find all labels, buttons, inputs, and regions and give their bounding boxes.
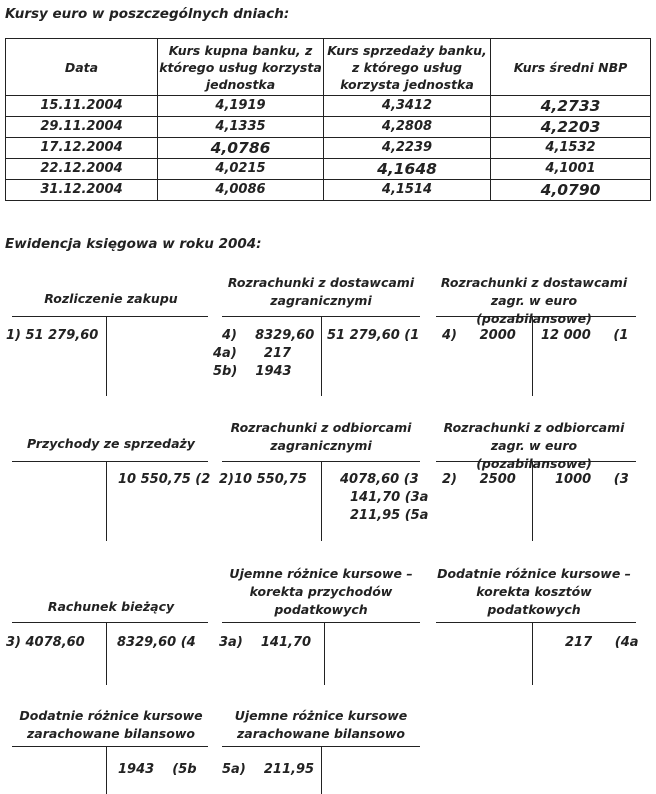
t-account-divider: [106, 746, 107, 794]
t-account-divider: [321, 316, 322, 396]
credit-entry: 12 000 (1: [541, 328, 629, 343]
debit-entry: 4) 2000: [442, 328, 516, 343]
cell-nbp: 4,0790: [491, 180, 651, 201]
cell-date: 17.12.2004: [6, 138, 158, 159]
credit-entry: 1000 (3: [555, 472, 629, 487]
t-account-divider: [321, 461, 322, 541]
debit-entry: 3) 4078,60: [6, 635, 85, 650]
t-account-line: [12, 622, 208, 623]
cell-buy: 4,0086: [158, 180, 324, 201]
t-account-divider: [324, 622, 325, 685]
account-title-rachunek-biezacy: Rachunek bieżący: [47, 599, 175, 614]
t-account-divider: [532, 622, 533, 685]
table-row: [6, 138, 651, 159]
credit-entry: 211,95 (5a: [350, 508, 429, 523]
account-title-odbiorcy-euro: Rozrachunki z odbiorcami zagr. w euro (pozabilansowe): [443, 420, 625, 471]
cell-nbp: 4,2203: [491, 117, 651, 138]
debit-entry: 4a) 217: [213, 346, 292, 361]
t-account-line: [436, 316, 636, 317]
debit-entry: 1) 51 279,60: [6, 328, 99, 343]
account-title-rozrachunki-dostawcy: Rozrachunki z dostawcami zagranicznymi: [227, 275, 415, 308]
col-header-date: Data: [6, 39, 158, 96]
t-account-line: [12, 316, 208, 317]
cell-nbp: 4,2733: [491, 96, 651, 117]
t-account-line: [222, 622, 420, 623]
cell-date: 29.11.2004: [6, 117, 158, 138]
t-account-divider: [321, 746, 322, 794]
debit-entry: 5b) 1943: [213, 364, 292, 379]
cell-buy: 4,1919: [158, 96, 324, 117]
t-account-divider: [532, 316, 533, 396]
rates-table: [5, 38, 651, 201]
t-account-divider: [532, 461, 533, 541]
cell-sell: 4,1648: [324, 159, 491, 180]
cell-sell: 4,3412: [324, 96, 491, 117]
cell-date: 22.12.2004: [6, 159, 158, 180]
cell-nbp: 4,1001: [491, 159, 651, 180]
account-title-dodatnie-bilansowo: Dodatnie różnice kursowe zarachowane bilansowo: [19, 708, 203, 741]
account-title-przychody: Przychody ze sprzedaży: [27, 436, 195, 451]
col-header-buy-rate: Kurs kupna banku, z którego usług korzysta jednostka: [158, 39, 324, 96]
t-account-line: [436, 622, 636, 623]
cell-date: 15.11.2004: [6, 96, 158, 117]
credit-entry: 1943 (5b: [118, 762, 197, 777]
ledger-heading: Ewidencja księgowa w roku 2004:: [5, 236, 262, 252]
credit-entry: 10 550,75 (2: [118, 472, 211, 487]
account-title-ujemne-bilansowo: Ujemne różnice kursowe zarachowane bilansowo: [234, 708, 408, 741]
col-header-sell-rate: Kurs sprzedaży banku, z którego usług korzysta jednostka: [324, 39, 491, 96]
col-header-nbp-rate: Kurs średni NBP: [491, 39, 651, 96]
rates-heading: Kursy euro w poszczególnych dniach:: [5, 6, 290, 22]
table-header-row: [6, 39, 651, 96]
cell-nbp: 4,1532: [491, 138, 651, 159]
credit-entry: 51 279,60 (1: [327, 328, 420, 343]
cell-sell: 4,2239: [324, 138, 491, 159]
debit-entry: 3a) 141,70: [219, 635, 312, 650]
cell-buy: 4,1335: [158, 117, 324, 138]
t-account-line: [436, 461, 636, 462]
credit-entry: 141,70 (3a: [350, 490, 429, 505]
account-title-ujemne-korekta-przychodow: Ujemne różnice kursowe – korekta przychodów podatkowych: [229, 566, 413, 617]
cell-date: 31.12.2004: [6, 180, 158, 201]
debit-entry: 2) 2500: [442, 472, 516, 487]
credit-entry: 8329,60 (4: [117, 635, 196, 650]
debit-entry: 5a) 211,95: [222, 762, 315, 777]
t-account-divider: [106, 461, 107, 541]
t-account-line: [12, 461, 208, 462]
cell-buy: 4,0215: [158, 159, 324, 180]
t-account-divider: [106, 316, 107, 396]
table-row: [6, 96, 651, 117]
cell-buy: 4,0786: [158, 138, 324, 159]
cell-sell: 4,1514: [324, 180, 491, 201]
debit-entry: 2)10 550,75: [219, 472, 307, 487]
t-account-line: [12, 746, 208, 747]
credit-entry: 217 (4a: [565, 635, 639, 650]
table-row: [6, 117, 651, 138]
table-row: [6, 159, 651, 180]
cell-sell: 4,2808: [324, 117, 491, 138]
table-row: [6, 180, 651, 201]
account-title-dostawcy-euro: Rozrachunki z dostawcami zagr. w euro (pozabilansowe): [440, 275, 628, 326]
account-title-dodatnie-korekta-kosztow: Dodatnie różnice kursowe – korekta kosztów podatkowych: [437, 566, 631, 617]
credit-entry: 4078,60 (3: [340, 472, 419, 487]
account-title-rozrachunki-odbiorcy: Rozrachunki z odbiorcami zagranicznymi: [230, 420, 412, 453]
debit-entry: 4) 8329,60: [222, 328, 315, 343]
account-title-rozliczenie-zakupu: Rozliczenie zakupu: [44, 291, 178, 306]
t-account-divider: [106, 622, 107, 685]
